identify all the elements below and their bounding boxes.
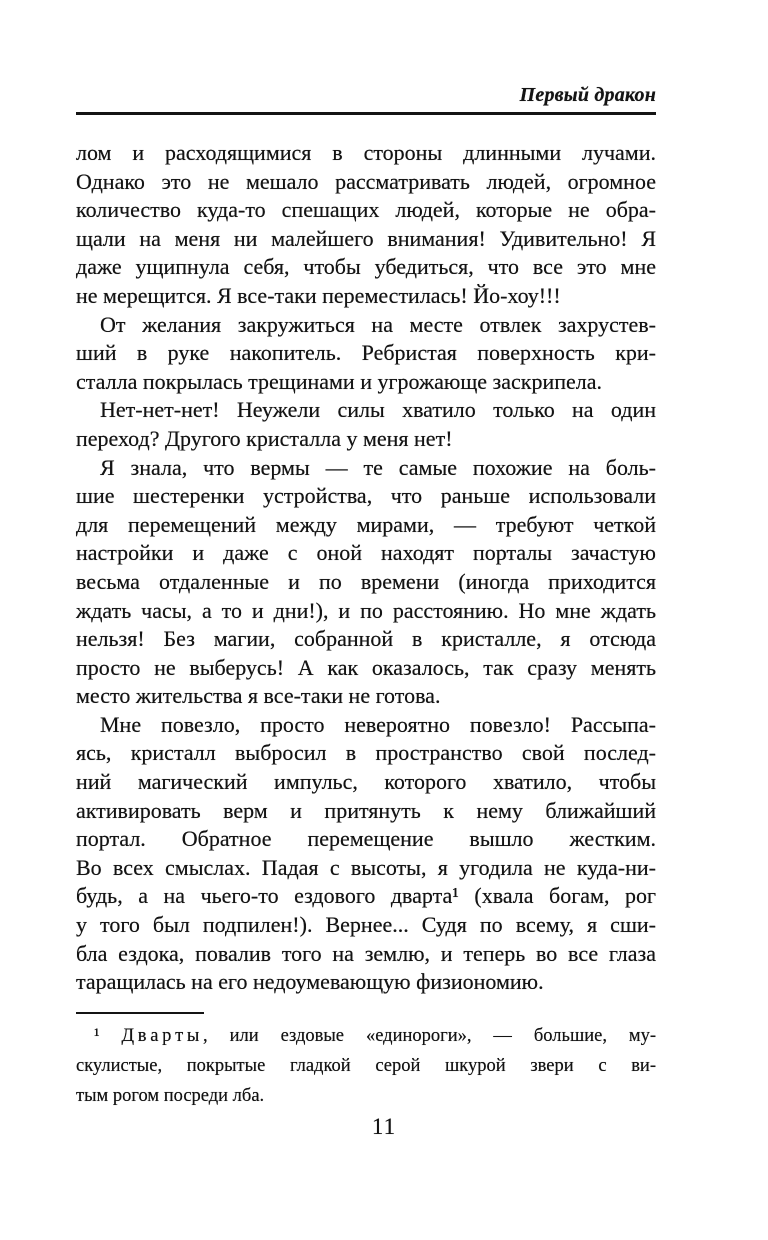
text-line: ясь, кристалл выбросил в пространство свой послед- — [76, 740, 656, 766]
paragraph — [76, 396, 656, 453]
text-line: бла ездока, повалив того на землю, и теперь во все глаза — [76, 940, 656, 966]
text-line: активировать верм и притянуть к нему ближайший — [76, 797, 656, 823]
text-line: таращилась на его недоумевающую физиономию. — [76, 969, 544, 995]
text-line: просто не выберусь! А как оказалось, так сразу менять — [76, 654, 656, 680]
footnote-rule — [76, 1012, 204, 1014]
text-line: ждать часы, а то и дни!), и по расстоянию. Но мне ждать — [76, 597, 656, 623]
paragraph — [76, 139, 656, 311]
text-line: Однако это не мешало рассматривать людей, огромное — [76, 168, 656, 194]
text-line: не мерещится. Я все-таки переместилась! Йо-хоу!!! — [76, 282, 561, 308]
text-line: переход? Другого кристалла у меня нет! — [76, 425, 453, 451]
text-line: лом и расходящимися в стороны длинными лучами. — [76, 140, 656, 165]
text-line: настройки и даже с оной находят порталы зачастую — [76, 540, 656, 566]
text-line: Во всех смыслах. Падая с высоты, я угодила не куда-ни- — [76, 854, 656, 880]
text-line: Я знала, что вермы — те самые похожие на боль- — [100, 454, 656, 480]
text-line: скулистые, покрытые гладкой серой шкурой звери с ви- — [76, 1056, 656, 1076]
text-line: будь, а на чьего-то ездового дварта¹ (хвала богам, рог — [76, 883, 656, 909]
text-line: даже ущипнула себя, чтобы убедиться, что все это мне — [76, 254, 656, 280]
header-rule — [76, 112, 656, 115]
body-text — [76, 139, 656, 997]
text-line: ний магический импульс, которого хватило, чтобы — [76, 769, 656, 795]
footnote-section — [76, 1021, 656, 1111]
text-line: у того был подпилен!). Вернее... Судя по всему, я сши- — [76, 912, 656, 938]
paragraph — [76, 454, 656, 711]
text-line: ший в руке накопитель. Ребристая поверхность кри- — [76, 340, 656, 366]
text-line: портал. Обратное перемещение вышло жестким. — [76, 826, 656, 852]
text-line: для перемещений между мирами, — требуют четкой — [76, 511, 656, 537]
paragraph — [76, 711, 656, 997]
paragraph — [76, 311, 656, 397]
text-line: От желания закружиться на месте отвлек захрустев- — [100, 311, 656, 337]
text-line: нельзя! Без магии, собранной в кристалле, я отсюда — [76, 626, 656, 652]
text-line: шие шестеренки устройства, что раньше использовали — [76, 483, 656, 509]
text-line: Нет-нет-нет! Неужели силы хватило только на один — [100, 397, 656, 423]
text-line: щали на меня ни малейшего внимания! Удивительно! Я — [76, 225, 656, 251]
text-line: Мне повезло, просто невероятно повезло! Рассыпа- — [100, 711, 656, 737]
page-number: 11 — [371, 1114, 397, 1139]
running-header-title: Первый дракон — [519, 84, 656, 106]
running-header — [76, 84, 656, 107]
text-line: место жительства я все-таки не готова. — [76, 683, 441, 709]
text-line: сталла покрылась трещинами и угрожающе заскрипела. — [76, 368, 603, 394]
text-line: весьма отдаленные и по времени (иногда приходится — [76, 568, 656, 594]
text-line: количество куда-то спешащих людей, которые не обра- — [76, 197, 656, 223]
text-line: тым рогом посреди лба. — [76, 1086, 265, 1106]
text-line: ¹ Д в а р т ы , или ездовые «единороги», — большие, му- — [94, 1026, 656, 1046]
